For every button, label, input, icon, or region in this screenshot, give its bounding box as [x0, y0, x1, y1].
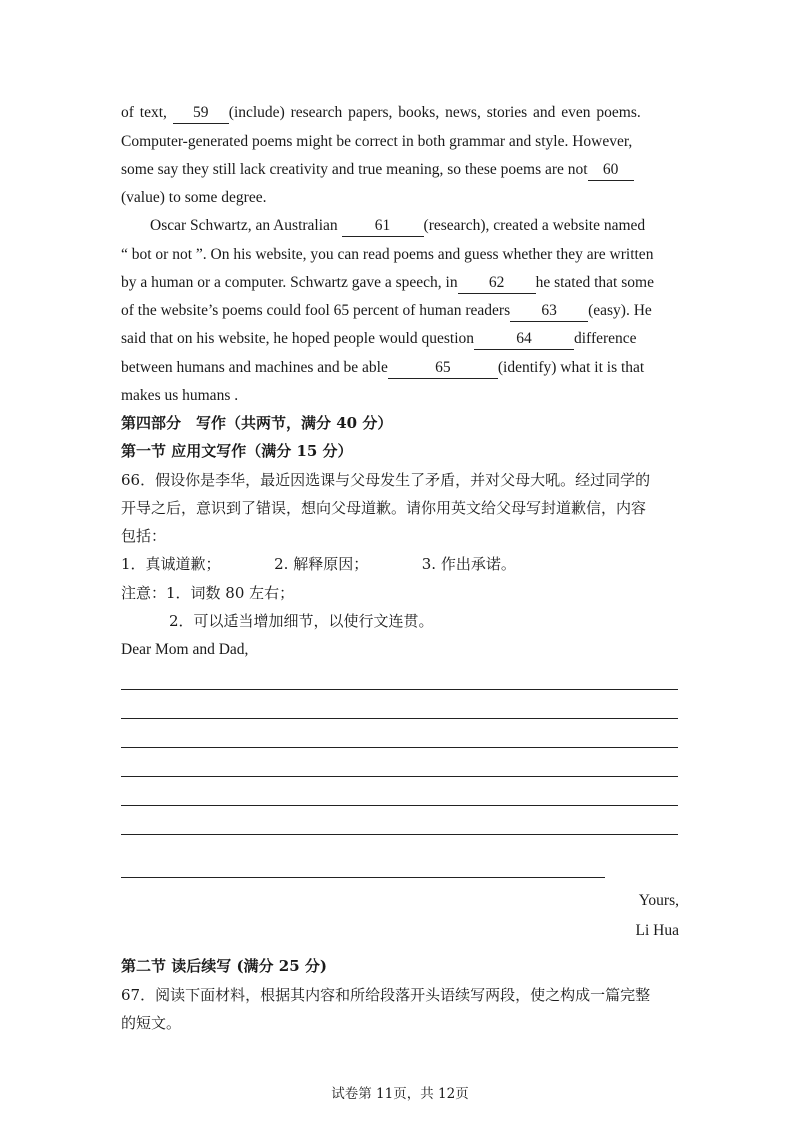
- writing-line[interactable]: [121, 776, 678, 777]
- section2-heading: 第二节 读后续写 (满分 25 分): [121, 957, 327, 975]
- question-67-text: 的短文。: [121, 1014, 182, 1032]
- passage-line: of the website’s poems could fool 65 percent of human readers 63 (easy). He: [121, 296, 681, 325]
- note-1: 注意：1．词数 80 左右；: [121, 584, 295, 602]
- passage-line: by a human or a computer. Schwartz gave a speech, in 62 he stated that some: [121, 268, 681, 297]
- question-66-text: 包括：: [121, 527, 167, 545]
- blank-65[interactable]: 65: [388, 358, 498, 379]
- passage-line: between humans and machines and be able 65 (identify) what it is that: [121, 353, 681, 382]
- passage-line: makes us humans .: [121, 387, 239, 404]
- passage-line: said that on his website, he hoped people would question 64 difference: [121, 324, 681, 353]
- question-67-text: 67．阅读下面材料，根据其内容和所给段落开头语续写两段，使之构成一篇完整: [121, 986, 651, 1004]
- passage-line: Computer-generated poems might be correct in both grammar and style. However,: [121, 133, 633, 150]
- passage-line: some say they still lack creativity and true meaning, so these poems are not 60: [121, 155, 681, 184]
- writing-line[interactable]: [121, 689, 678, 690]
- blank-62[interactable]: 62: [458, 273, 536, 294]
- question-66-text: 开导之后，意识到了错误，想向父母道歉。请你用英文给父母写封道歉信，内容: [121, 499, 647, 517]
- blank-61[interactable]: 61: [342, 216, 424, 237]
- section1-heading: 第一节 应用文写作（满分 15 分）: [121, 442, 353, 460]
- writing-line[interactable]: [121, 747, 678, 748]
- requirement-2: 2. 解释原因；: [274, 555, 369, 573]
- requirement-1: 1．真诚道歉；: [121, 555, 221, 573]
- passage-line: (value) to some degree.: [121, 189, 267, 206]
- writing-line[interactable]: [121, 834, 678, 835]
- blank-63[interactable]: 63: [510, 301, 588, 322]
- blank-64[interactable]: 64: [474, 329, 574, 350]
- requirement-3: 3. 作出承诺。: [421, 555, 516, 573]
- note-2: 2．可以适当增加细节，以使行文连贯。: [169, 612, 434, 630]
- letter-signature: Li Hua: [635, 922, 679, 939]
- writing-line[interactable]: [121, 718, 678, 719]
- page-footer: 试卷第 11页，共 12页: [331, 1086, 469, 1102]
- letter-greeting: Dear Mom and Dad,: [121, 641, 249, 658]
- passage-line: Oscar Schwartz, an Australian 61 (research), created a website named: [150, 211, 681, 240]
- writing-line[interactable]: [121, 877, 605, 878]
- part4-heading: 第四部分 写作（共两节，满分 40 分）: [121, 414, 393, 432]
- requirements-row: [121, 550, 681, 579]
- blank-59[interactable]: 59: [173, 103, 229, 124]
- passage-line: of text, 59 (include) research papers, books, news, stories and even poems.: [121, 98, 681, 127]
- letter-closing: Yours,: [638, 892, 679, 909]
- blank-60[interactable]: 60: [588, 160, 634, 181]
- passage-line: “ bot or not ”. On his website, you can read poems and guess whether they are written: [121, 246, 654, 263]
- writing-line[interactable]: [121, 805, 678, 806]
- question-66-text: 66．假设你是李华，最近因选课与父母发生了矛盾，并对父母大吼。经过同学的: [121, 471, 651, 489]
